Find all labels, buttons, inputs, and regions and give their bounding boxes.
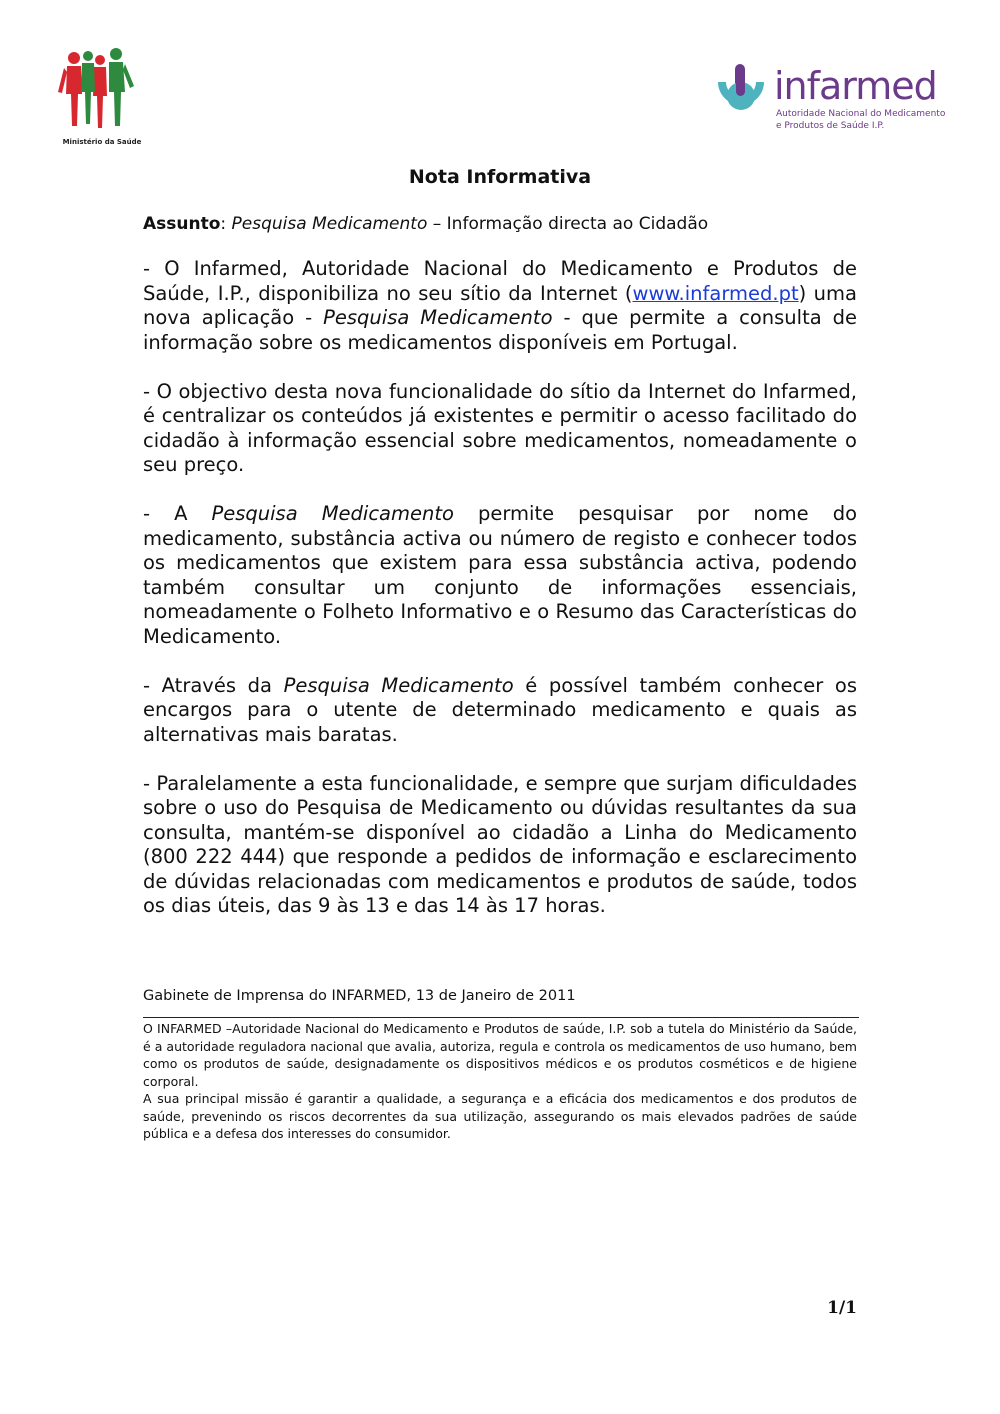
infarmed-tagline — [776, 108, 945, 132]
paragraph-4-text-a: - Através da — [143, 673, 284, 697]
footer-mission: A sua principal missão é garantir a qualidade, a segurança e a eficácia dos medicamentos e dos produtos de saúde, prevenindo os riscos decorrentes da sua utilização, assegurando os mais elevados padrões de saúde pública e a defesa dos interesses do consumidor. — [143, 1091, 857, 1141]
paragraph-1-text-a: - O Infarmed, Autoridade Nacional do Medicamento e Produtos de Saúde, I.P., disponibiliza no seu sítio da Internet ( — [143, 257, 857, 305]
ministerio-da-saude-logo — [52, 46, 152, 150]
paragraph-4-emphasis: Pesquisa Medicamento — [283, 673, 514, 697]
subject-colon: : — [220, 214, 227, 234]
paragraph-3 — [143, 502, 857, 649]
paragraph-2: - O objectivo desta nova funcionalidade do sítio da Internet do Infarmed, é centralizar os conteúdos já existentes e permitir o acesso facilitado do cidadão à informação essencial sobre medicamentos, nomeadamente o seu preço. — [143, 379, 857, 476]
page-number: 1/1 — [827, 1298, 857, 1318]
press-office-signature: Gabinete de Imprensa do INFARMED, 13 de Janeiro de 2011 — [143, 988, 576, 1004]
footer-note — [143, 1020, 857, 1143]
subject-topic: Pesquisa Medicamento — [231, 214, 428, 234]
subject-rest: – Informação directa ao Cidadão — [427, 214, 709, 234]
document-body — [143, 257, 857, 943]
paragraph-1 — [143, 257, 857, 355]
subject-label: Assunto — [143, 214, 221, 234]
infarmed-tagline-line2: e Produtos de Saúde I.P. — [776, 121, 885, 131]
infarmed-wordmark: infarmed — [774, 64, 937, 108]
infarmed-emblem-icon — [712, 64, 770, 122]
paragraph-3-text-a: - A — [143, 502, 212, 525]
paragraph-4 — [143, 674, 857, 748]
paragraph-5: - Paralelamente a esta funcionalidade, e sempre que surjam dificuldades sobre o uso do Pesquisa de Medicamento ou dúvidas resultantes da sua consulta, mantém-se disponível ao cidadão a Linha do Medicamento (800 222 444) que responde a pedidos de informação e esclarecimento de dúvidas relacionadas com medicamentos e produtos de saúde, todos os dias úteis, das 9 às 13 e das 14 às 17 horas. — [143, 771, 857, 917]
infarmed-tagline-line1: Autoridade Nacional do Medicamento — [776, 109, 946, 119]
paragraph-1-emphasis: Pesquisa Medicamento — [323, 306, 553, 329]
paragraph-3-text-b: permite pesquisar por nome do medicamento, substância activa ou número de registo e conhecer todos os medicamentos que existem para essa substância activa, podendo também consultar um conjunto de informações essenciais, nomeadamente o Folheto Informativo e o Resumo das Características do Medicamento. — [143, 502, 858, 648]
footer-about: O INFARMED –Autoridade Nacional do Medicamento e Produtos de saúde, I.P. sob a tutela do Ministério da Saúde, é a autoridade reguladora nacional que avalia, autoriza, regula e controla os medicamentos de uso humano, bem como os produtos de saúde, designadamente os dispositivos médicos e os produtos cosméticos e de higiene corporal. — [143, 1021, 857, 1089]
ministry-label: Ministério da Saúde — [62, 138, 142, 146]
infarmed-logo — [712, 60, 946, 140]
paragraph-4-text-b: é possível também conhecer os encargos para o utente de determinado medicamento e quais as alternativas mais baratas. — [143, 673, 857, 746]
paragraph-3-emphasis: Pesquisa Medicamento — [211, 502, 454, 525]
ministry-figures-icon — [52, 46, 152, 136]
subject-line — [143, 212, 708, 236]
document-title: Nota Informativa — [408, 166, 592, 188]
infarmed-website-link[interactable]: www.infarmed.pt — [632, 281, 799, 305]
footer-divider — [143, 1017, 859, 1018]
paragraph-1-text-c: - que permite a consulta de informação sobre os medicamentos disponíveis em Portugal. — [143, 306, 857, 354]
paragraph-1-text-b: ) uma nova aplicação - — [143, 281, 857, 329]
